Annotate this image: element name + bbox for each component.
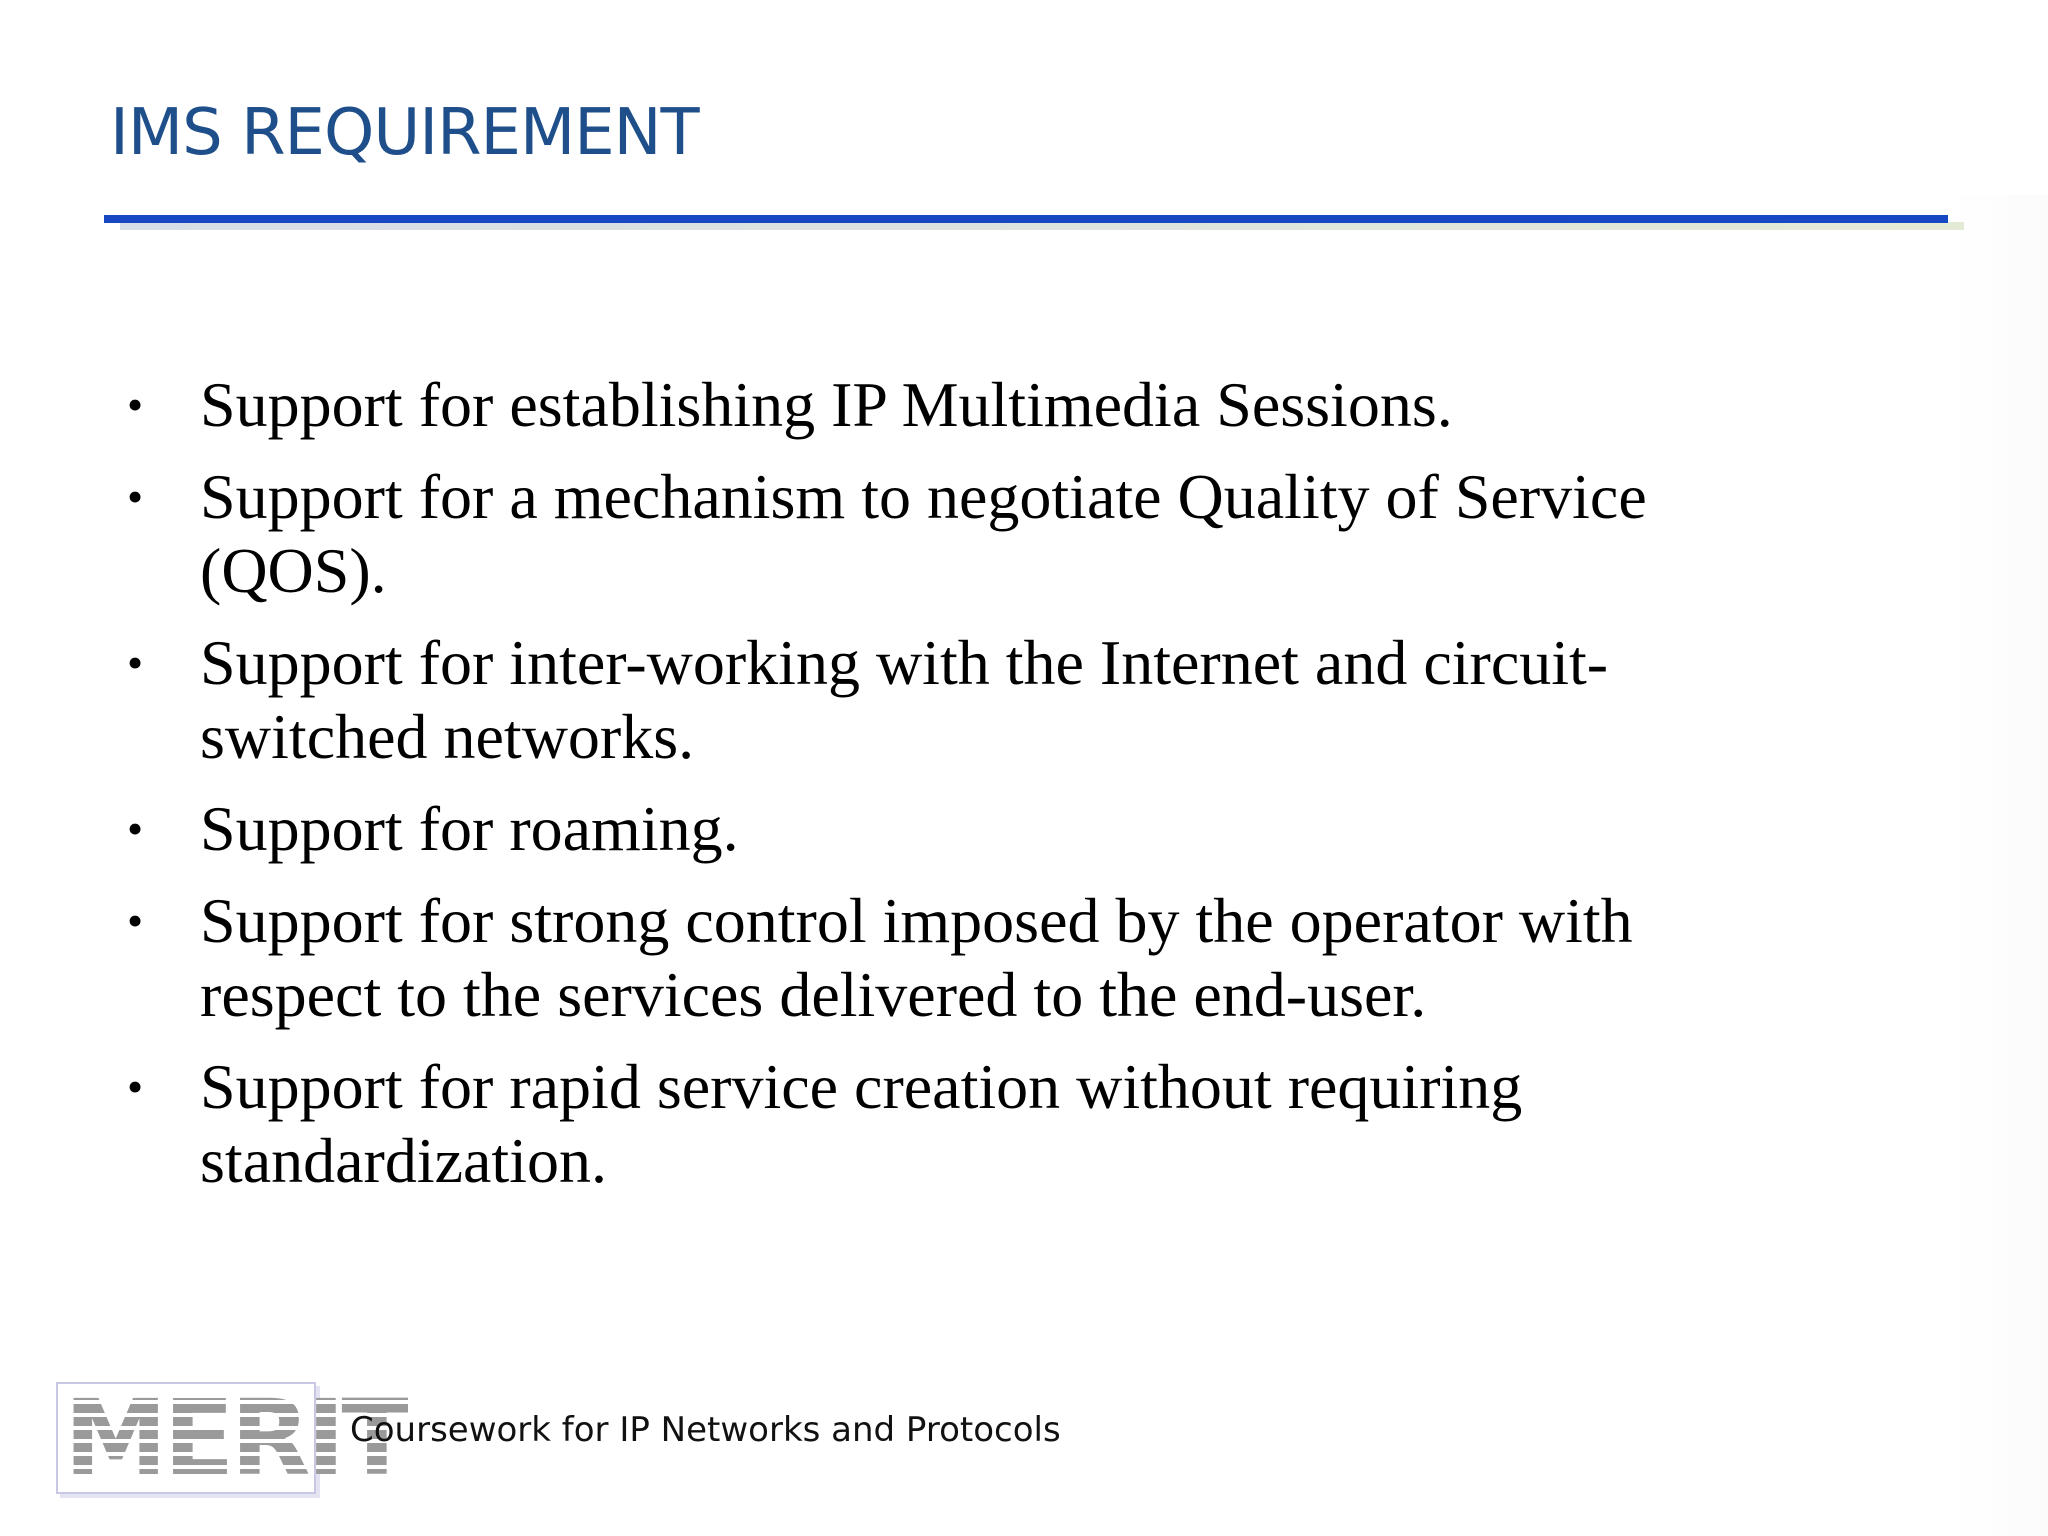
bullet-item — [120, 792, 1820, 866]
bullet-list — [120, 368, 1820, 1216]
slide-title: IMS REQUIREMENT — [110, 96, 699, 170]
bullet-text-line: Support for rapid service creation without requiring — [200, 1051, 1523, 1122]
merit-logo — [56, 1377, 409, 1499]
bullet-text-line: Support for roaming. — [200, 793, 739, 864]
bullet-item — [120, 884, 1820, 1032]
bullet-text-line: Support for inter-working with the Internet and circuit- — [200, 627, 1609, 698]
merit-logo-text: MERIT — [64, 1377, 409, 1499]
bullet-icon: • — [126, 1061, 144, 1112]
bullet-icon: • — [126, 895, 144, 946]
footer-caption: Coursework for IP Networks and Protocols — [350, 1410, 1061, 1450]
bullet-item — [120, 368, 1820, 442]
bullet-item — [120, 626, 1820, 774]
bullet-item — [120, 460, 1820, 608]
title-rule-shadow — [120, 222, 1964, 230]
bullet-text-line: (QOS). — [200, 535, 387, 606]
bullet-icon: • — [126, 803, 144, 854]
bullet-text-line: switched networks. — [200, 701, 695, 772]
title-rule — [104, 215, 1948, 223]
background-strip — [1948, 195, 2048, 1536]
bullet-icon: • — [126, 471, 144, 522]
bullet-text-line: respect to the services delivered to the end-user. — [200, 959, 1427, 1030]
bullet-text-line: Support for establishing IP Multimedia Sessions. — [200, 369, 1453, 440]
bullet-text-line: standardization. — [200, 1125, 607, 1196]
bullet-text-line: Support for a mechanism to negotiate Quality of Service — [200, 461, 1647, 532]
bullet-icon: • — [126, 637, 144, 688]
bullet-icon: • — [126, 379, 144, 430]
bullet-text-line: Support for strong control imposed by the operator with — [200, 885, 1633, 956]
bullet-item — [120, 1050, 1820, 1198]
